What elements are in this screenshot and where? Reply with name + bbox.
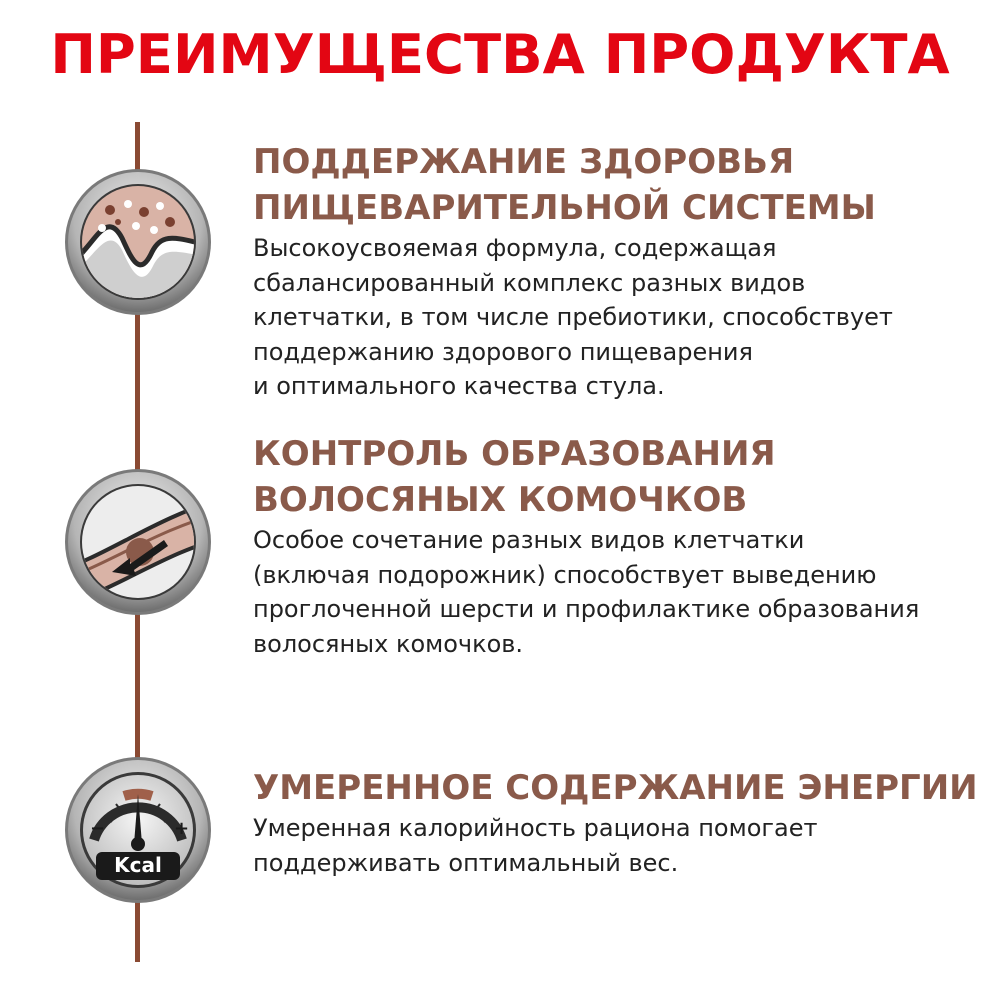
feature-digestion: [253, 139, 893, 404]
feature-hairball-control: [253, 431, 919, 661]
feature-title-line: ПОДДЕРЖАНИЕ ЗДОРОВЬЯ: [253, 142, 795, 182]
feature-description: [253, 231, 893, 404]
feature-title-line: ПИЩЕВАРИТЕЛЬНОЙ СИСТЕМЫ: [253, 188, 876, 228]
minus-sign-label: −: [90, 818, 106, 839]
feature-moderate-energy: [253, 765, 978, 880]
feature-title: [253, 431, 919, 523]
plus-sign-label: +: [174, 818, 190, 839]
kcal-gauge-icon: [64, 756, 212, 904]
feature-description-line: сбалансированный комплекс разных видов: [253, 268, 806, 297]
hairball-icon: [64, 468, 212, 616]
feature-description-line: поддерживать оптимальный вес.: [253, 848, 679, 877]
feature-description-line: волосяных комочков.: [253, 629, 524, 658]
feature-description-line: Высокоусвояемая формула, содержащая: [253, 234, 777, 262]
feature-description-line: клетчатки, в том числе пребиотики, способствует: [253, 303, 893, 331]
feature-description-line: Умеренная калорийность рациона помогает: [253, 814, 818, 842]
feature-title: [253, 765, 978, 811]
feature-description: [253, 523, 919, 661]
feature-description-line: Особое сочетание разных видов клетчатки: [253, 526, 805, 554]
feature-title-line: УМЕРЕННОЕ СОДЕРЖАНИЕ ЭНЕРГИИ: [253, 768, 978, 808]
feature-description-line: (включая подорожник) способствует выведению: [253, 560, 877, 589]
feature-description-line: и оптимального качества стула.: [253, 372, 665, 400]
kcal-unit-label: Kcal: [114, 853, 162, 877]
feature-title-line: КОНТРОЛЬ ОБРАЗОВАНИЯ: [253, 434, 776, 474]
page-title: ПРЕИМУЩЕСТВА ПРОДУКТА: [50, 22, 950, 86]
digestion-icon: [64, 168, 212, 316]
feature-description-line: поддержанию здорового пищеварения: [253, 337, 753, 366]
feature-title-line: ВОЛОСЯНЫХ КОМОЧКОВ: [253, 480, 748, 520]
feature-description-line: проглоченной шерсти и профилактике образования: [253, 595, 920, 623]
feature-title: [253, 139, 893, 231]
feature-description: [253, 811, 978, 880]
